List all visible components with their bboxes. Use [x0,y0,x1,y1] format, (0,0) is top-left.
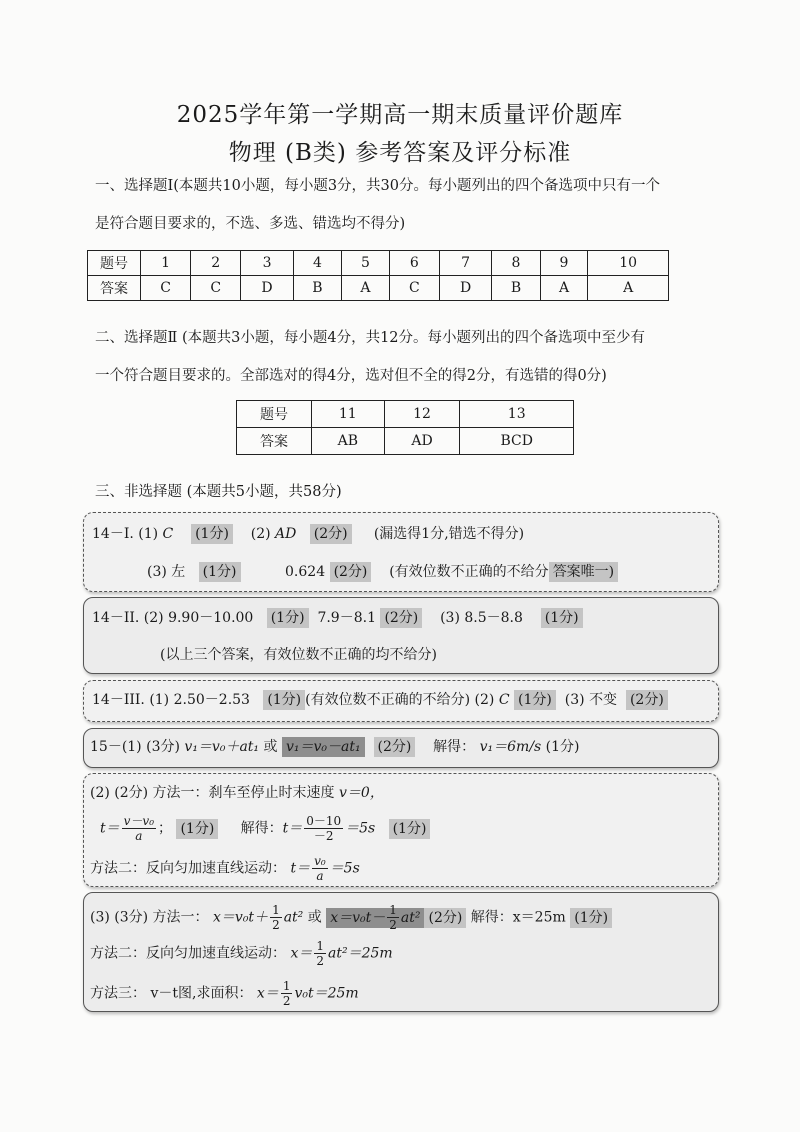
document-subtitle: 物理 (B类) 参考答案及评分标准 [228,140,572,166]
q15-3-line2 [90,939,393,968]
q15-2-line1 [90,782,384,804]
equation-highlight: v₁＝v₀－at₁ [282,737,365,757]
grading-note: (有效位数不正确的不给分) [305,692,471,708]
row-label: 答案 [237,428,312,455]
question-number-cell: 6 [389,251,439,276]
question-number-cell: 13 [460,401,574,428]
q14-1-line2 [147,561,618,583]
fraction [122,814,156,843]
fraction-denominator: 2 [282,994,291,1008]
score-badge: (1分) [267,608,309,628]
part-heading: (3) (3分) 方法一： [90,909,209,926]
conjunction: 或 [307,909,322,926]
answer-value: 左 [171,564,186,580]
score-badge: (1分) [514,690,556,710]
answer-cell: C [389,276,439,301]
score-badge: (2分) [374,737,416,757]
question-number-cell: 12 [384,401,460,428]
answer-value: 8.5－8.8 [464,610,523,626]
part-label: (3) [440,610,460,626]
equation: t＝ [100,820,120,837]
row-label: 题号 [237,401,312,428]
answer-cell: B [492,276,540,301]
fraction [314,939,326,968]
part-label: (3) [147,564,167,580]
fraction-numerator: 1 [282,979,291,993]
question-label: 14－I. [92,526,134,542]
conjunction: 或 [263,739,278,755]
equation: t＝ [282,820,303,837]
result-value: ＝5s [329,860,360,877]
part-score: (3分) [146,739,180,755]
q14-2-note: (以上三个答案，有效位数不正确的均不给分) [160,647,437,663]
equation: at² [400,909,421,926]
fraction-denominator: －2 [313,829,334,843]
result-value: 解得：x＝25m [470,909,566,926]
fraction-denominator: a [135,829,143,843]
fraction-numerator: 0－10 [306,814,342,828]
answer-value: 0.624 [285,564,326,580]
question-number-cell: 11 [312,401,385,428]
q15-1-box [83,728,719,768]
part-label: (1) [149,692,170,708]
q15-3-line1 [90,903,612,932]
equation: v＝0， [339,785,384,801]
equation: t＝ [290,860,311,877]
fraction-denominator: 2 [389,918,397,932]
equation: x＝ [290,945,313,962]
fraction [312,854,328,883]
answer-value: 不变 [589,692,618,708]
section2-answer-table [236,400,574,455]
q14-2-box [83,597,719,674]
answer-cell: A [540,276,588,301]
part-heading: (2) (2分) 方法一：刹车至停止时末速度 [90,785,335,801]
question-number-cell: 7 [439,251,491,276]
question-number-cell: 4 [293,251,341,276]
fraction [281,979,293,1008]
answer-value: C [162,526,174,542]
part-label: (2) [474,692,495,708]
table-row [237,401,574,428]
grading-note-highlight: 答案唯一) [549,562,618,582]
document-title: 2025学年第一学期高一期末质量评价题库 [176,102,624,128]
grading-note: (漏选得1分,错选不得分) [373,526,525,542]
score-badge: (2分) [330,562,372,582]
score-badge: (1分) [570,908,612,928]
method-description: v－t图,求面积： [150,985,253,1002]
equation: v₁＝v₀＋at₁ [184,739,260,755]
answer-value: 2.50－2.53 [173,692,250,708]
answer-value: 9.90－10.00 [168,610,254,626]
equation-highlight [326,903,424,932]
method-label: 方法二：反向匀加速直线运动： [90,945,286,962]
part-label: (1) [138,526,159,542]
score-badge: (1分) [541,608,583,628]
score-badge: (2分) [424,908,466,928]
question-number-cell: 2 [191,251,241,276]
equation: at² [283,909,304,926]
answer-cell: C [141,276,191,301]
q14-3-line1 [92,689,668,711]
equation: v₀t＝25m [294,985,359,1002]
row-label: 答案 [88,276,141,301]
section1-answer-table [87,250,669,301]
answer-cell: D [439,276,491,301]
score-badge: (2分) [380,608,422,628]
question-number-cell: 5 [342,251,390,276]
row-label: 题号 [88,251,141,276]
score-badge: (1分) [545,739,580,755]
fraction-numerator: 1 [272,903,280,917]
q15-2-box [83,773,719,887]
q14-1-line1 [92,523,524,545]
q15-3-line3 [90,979,359,1008]
equation: x＝v₀t－ [330,909,386,926]
answer-cell: AD [384,428,460,455]
q14-2-line1 [92,607,583,629]
answer-value: 7.9－8.1 [317,610,376,626]
method-label: 方法三： [90,985,146,1002]
table-row [88,251,669,276]
fraction-denominator: 2 [316,954,324,968]
answer-cell: B [293,276,341,301]
q15-2-line2 [100,814,430,843]
score-badge: (2分) [626,690,668,710]
section2-instructions-line1: 二、选择题Ⅱ (本题共3小题，每小题4分，共12分。每小题列出的四个备选项中至少有 [95,330,646,346]
fraction [270,903,282,932]
q15-3-box [83,892,719,1012]
section2-instructions-line2: 一个符合题目要求的。全部选对的得4分，选对但不全的得2分，有选错的得0分) [95,368,607,384]
section3-heading: 三、非选择题 (本题共5小题，共58分) [95,484,342,500]
separator: ； [158,820,173,837]
result-value: ＝5s [345,820,376,837]
fraction [304,814,343,843]
question-label: 15－(1) [90,739,142,755]
section1-instructions-line1: 一、选择题I(本题共10小题，每小题3分，共30分。每小题列出的四个备选项中只有一个 [95,178,661,194]
answer-cell: D [241,276,293,301]
score-badge: (1分) [176,819,218,839]
fraction-numerator: v－v₀ [123,814,155,828]
answer-value: C [498,692,510,708]
q14-3-box [83,680,719,722]
answer-cell: C [191,276,241,301]
solve-label: 解得： [240,820,283,837]
part-label: (2) [143,610,164,626]
fraction-numerator: 1 [389,903,397,917]
question-number-cell: 9 [540,251,588,276]
table-row [88,276,669,301]
part-label: (2) [250,526,271,542]
equation: at²＝25m [328,945,393,962]
question-number-cell: 3 [241,251,293,276]
fraction-denominator: 2 [272,918,280,932]
question-label: 14－III. [92,692,145,708]
question-number-cell: 1 [141,251,191,276]
q14-1-box [83,512,719,592]
solve-label: 解得： [433,739,476,755]
q15-2-line3 [90,854,360,883]
score-badge: (1分) [389,819,431,839]
grading-note: (有效位数不正确的不给分 [389,564,549,580]
score-badge: (1分) [191,524,233,544]
q15-1-line [90,736,580,758]
answer-cell: A [588,276,669,301]
fraction-numerator: 1 [316,939,324,953]
result-value: v₁＝6m/s [479,739,542,755]
score-badge: (1分) [199,562,241,582]
section1-instructions-line2: 是符合题目要求的，不选、多选、错选均不得分) [95,216,406,232]
fraction-denominator: a [316,869,324,883]
table-row [237,428,574,455]
score-badge: (1分) [263,690,305,710]
question-number-cell: 10 [588,251,669,276]
question-label: 14－II. [92,610,140,626]
part-label: (3) [564,692,585,708]
answer-cell: A [342,276,390,301]
equation: x＝v₀t＋ [213,909,269,926]
answer-cell: BCD [460,428,574,455]
fraction [387,903,399,932]
question-number-cell: 8 [492,251,540,276]
method-label: 方法二：反向匀加速直线运动： [90,860,286,877]
fraction-numerator: v₀ [314,854,326,868]
answer-cell: AB [312,428,385,455]
equation: x＝ [256,985,279,1002]
score-badge: (2分) [310,524,352,544]
answer-value: AD [275,526,297,542]
